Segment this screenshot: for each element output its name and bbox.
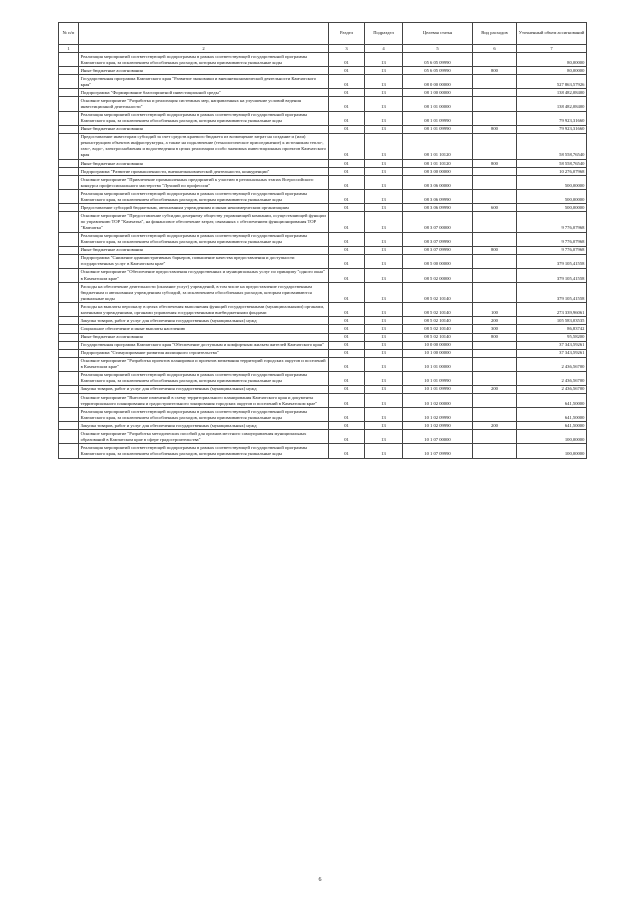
column-number: 2 [79,45,329,53]
row-section-cell: 01 [329,325,365,333]
row-target-article-cell: 08 3 07 09990 [403,232,473,246]
row-name-cell: Социальное обеспечение и иные выплаты населению [79,325,329,333]
row-name-cell: Реализация мероприятий соответствующей подпрограммы в рамках соответствующей государственной программы Камчатского края, за исключением обособленных расходов, которым присваиваются уникальные коды [79,53,329,67]
row-expense-type-cell [473,133,517,159]
row-section-cell: 01 [329,168,365,176]
row-target-article-cell: 10 1 07 00000 [403,430,473,444]
table-row [59,444,587,458]
row-number-cell [59,444,79,458]
row-name-cell: Основное мероприятие "Привлечение промышленных предприятий к участию в региональных этапах Всероссийского конкурса профессионального мастерства "Лучший по профессии" [79,176,329,190]
row-target-article-cell: 08 5 02 10140 [403,283,473,303]
row-amount-cell: 79 923,31660 [517,125,587,133]
table-row [59,204,587,212]
table-row [59,317,587,325]
row-number-cell [59,111,79,125]
row-name-cell: Подпрограмма "Снижение административных барьеров, повышение качества предоставления и доступности государственных услуг в Камчатском крае" [79,254,329,268]
table-row [59,333,587,341]
row-number-cell [59,333,79,341]
row-subsection-cell: 13 [365,232,403,246]
table-row [59,349,587,357]
table-row [59,125,587,133]
row-number-cell [59,232,79,246]
row-number-cell [59,283,79,303]
row-number-cell [59,371,79,385]
row-expense-type-cell [473,190,517,204]
row-expense-type-cell [473,53,517,67]
row-target-article-cell: 08 1 01 00000 [403,97,473,111]
table-row [59,385,587,393]
row-expense-type-cell [473,430,517,444]
header-subsection: Подраздел [365,23,403,45]
row-expense-type-cell: 800 [473,333,517,341]
row-expense-type-cell: 800 [473,67,517,75]
column-number: 6 [473,45,517,53]
row-expense-type-cell [473,349,517,357]
row-target-article-cell: 08 5 02 10140 [403,325,473,333]
row-subsection-cell: 13 [365,176,403,190]
row-amount-cell: 379 105,41558 [517,254,587,268]
table-row [59,190,587,204]
row-name-cell: Иные бюджетные ассигнования [79,160,329,168]
row-amount-cell: 9 776,07968 [517,246,587,254]
row-expense-type-cell: 200 [473,385,517,393]
budget-allocation-table [58,22,587,459]
row-amount-cell: 100,00000 [517,430,587,444]
row-number-cell [59,168,79,176]
row-target-article-cell: 08 3 07 09990 [403,246,473,254]
row-number-cell [59,160,79,168]
row-subsection-cell: 13 [365,111,403,125]
row-amount-cell: 138 482,08400 [517,89,587,97]
row-amount-cell: 79 923,31660 [517,111,587,125]
table-row [59,394,587,408]
row-section-cell: 01 [329,125,365,133]
table-row [59,283,587,303]
row-name-cell: Реализация мероприятий соответствующей подпрограммы в рамках соответствующей государственной программы Камчатского края, за исключением обособленных расходов, которым присваиваются уникальные коды [79,371,329,385]
column-number: 3 [329,45,365,53]
row-number-cell [59,53,79,67]
row-subsection-cell: 13 [365,303,403,317]
row-target-article-cell: 08 3 06 09990 [403,190,473,204]
row-expense-type-cell [473,283,517,303]
row-subsection-cell: 13 [365,325,403,333]
row-amount-cell: 10 276,07968 [517,168,587,176]
row-section-cell: 01 [329,303,365,317]
row-target-article-cell: 08 0 00 00000 [403,75,473,89]
row-name-cell: Иные бюджетные ассигнования [79,333,329,341]
row-section-cell: 01 [329,430,365,444]
row-section-cell: 01 [329,212,365,232]
row-section-cell: 01 [329,333,365,341]
header-amount: Уточненный объем ассигнований [517,23,587,45]
row-target-article-cell: 08 5 02 10140 [403,317,473,325]
row-number-cell [59,357,79,371]
row-section-cell: 01 [329,254,365,268]
row-target-article-cell: 08 1 01 10120 [403,160,473,168]
row-amount-cell: 2 436,56700 [517,357,587,371]
row-expense-type-cell [473,371,517,385]
row-subsection-cell: 13 [365,212,403,232]
row-subsection-cell: 13 [365,133,403,159]
table-row [59,357,587,371]
row-amount-cell: 100,00000 [517,444,587,458]
row-amount-cell: 641,50000 [517,408,587,422]
row-subsection-cell: 13 [365,254,403,268]
row-section-cell: 01 [329,341,365,349]
row-expense-type-cell [473,97,517,111]
row-amount-cell: 379 105,41558 [517,268,587,282]
row-subsection-cell: 13 [365,357,403,371]
row-subsection-cell: 13 [365,341,403,349]
row-target-article-cell: 08 5 02 10140 [403,303,473,317]
row-subsection-cell: 13 [365,168,403,176]
table-row [59,89,587,97]
row-number-cell [59,408,79,422]
row-target-article-cell: 08 1 01 09990 [403,111,473,125]
row-section-cell: 01 [329,89,365,97]
row-subsection-cell: 13 [365,53,403,67]
row-subsection-cell: 13 [365,349,403,357]
header-number: № п/п [59,23,79,45]
row-name-cell: Закупка товаров, работ и услуг для обеспечения государственных (муниципальных) нужд [79,385,329,393]
row-number-cell [59,125,79,133]
row-subsection-cell: 13 [365,394,403,408]
row-name-cell: Подпрограмма "Стимулирование развития жилищного строительства" [79,349,329,357]
row-section-cell: 01 [329,190,365,204]
header-name [79,23,329,45]
row-expense-type-cell: 300 [473,325,517,333]
column-number-row [59,45,587,53]
row-expense-type-cell [473,357,517,371]
row-target-article-cell: 08 3 07 00000 [403,212,473,232]
row-name-cell: Подпрограмма "Формирование благоприятной инвестиционной среды" [79,89,329,97]
row-expense-type-cell: 100 [473,303,517,317]
column-number: 7 [517,45,587,53]
column-number: 4 [365,45,403,53]
row-number-cell [59,303,79,317]
table-row [59,67,587,75]
header-target-article: Целевая статья [403,23,473,45]
row-subsection-cell: 13 [365,317,403,325]
row-amount-cell: 641,50000 [517,422,587,430]
row-subsection-cell: 13 [365,204,403,212]
row-subsection-cell: 13 [365,75,403,89]
table-row [59,160,587,168]
row-name-cell: Иные бюджетные ассигнования [79,67,329,75]
row-name-cell: Основное мероприятие "Разработка и реализация системных мер, направленных на улучшение условий ведения инвестиционной деятельности" [79,97,329,111]
table-row [59,430,587,444]
row-name-cell: Основное мероприятие "Разработка проектов планировки и проектов межевания территорий городских округов и поселений в Камчатском крае" [79,357,329,371]
row-amount-cell: 9 776,07968 [517,212,587,232]
row-name-cell: Закупка товаров, работ и услуг для обеспечения государственных (муниципальных) нужд [79,422,329,430]
row-number-cell [59,254,79,268]
row-target-article-cell: 08 5 02 00000 [403,268,473,282]
table-row [59,212,587,232]
row-number-cell [59,190,79,204]
row-section-cell: 01 [329,349,365,357]
row-target-article-cell: 08 1 01 09990 [403,125,473,133]
row-number-cell [59,133,79,159]
row-section-cell: 01 [329,385,365,393]
row-expense-type-cell: 600 [473,204,517,212]
row-expense-type-cell [473,444,517,458]
table-row [59,371,587,385]
row-number-cell [59,394,79,408]
row-subsection-cell: 13 [365,385,403,393]
row-name-cell: Расходы на обеспечение деятельности (оказание услуг) учреждений, в том числе на предоставление государственным бюджетным и автономным учреждениям субсидий, за исключением обособленных расходов, которым присваиваются уникальные коды [79,283,329,303]
row-section-cell: 01 [329,268,365,282]
row-name-cell: Основное мероприятие "Обеспечение предоставления государственных и муниципальных услуг по принципу "одного окна" в Камчатском крае" [79,268,329,282]
row-name-cell: Реализация мероприятий соответствующей подпрограммы в рамках соответствующей государственной программы Камчатского края, за исключением обособленных расходов, которым присваиваются уникальные коды [79,408,329,422]
table-row [59,53,587,67]
row-amount-cell: 2 436,56700 [517,371,587,385]
row-number-cell [59,176,79,190]
column-number: 1 [59,45,79,53]
row-subsection-cell: 13 [365,333,403,341]
table-row [59,97,587,111]
row-section-cell: 01 [329,176,365,190]
row-target-article-cell: 10 1 02 09990 [403,408,473,422]
row-target-article-cell: 10 1 07 09990 [403,444,473,458]
table-row [59,75,587,89]
row-name-cell: Расходы на выплаты персоналу в целях обеспечения выполнения функций государственными (муниципальными) органами, казенными учреждениями, органами управления государственными внебюджетными фондами [79,303,329,317]
table-row [59,325,587,333]
row-number-cell [59,97,79,111]
row-name-cell: Иные бюджетные ассигнования [79,246,329,254]
row-target-article-cell: 08 5 02 10140 [403,333,473,341]
row-amount-cell: 37 343,59261 [517,341,587,349]
row-name-cell: Реализация мероприятий соответствующей подпрограммы в рамках соответствующей государственной программы Камчатского края, за исключением обособленных расходов, которым присваиваются уникальные коды [79,444,329,458]
row-section-cell: 01 [329,75,365,89]
row-amount-cell: 641,50000 [517,394,587,408]
row-section-cell: 01 [329,246,365,254]
row-section-cell: 01 [329,357,365,371]
table-row [59,133,587,159]
row-target-article-cell: 08 1 00 00000 [403,89,473,97]
table-row [59,254,587,268]
header-row [59,23,587,45]
row-subsection-cell: 13 [365,444,403,458]
table-row [59,303,587,317]
row-target-article-cell: 08 3 00 00000 [403,168,473,176]
row-section-cell: 01 [329,317,365,325]
row-section-cell: 01 [329,422,365,430]
row-target-article-cell: 10 1 01 00000 [403,357,473,371]
row-target-article-cell: 05 6 05 09990 [403,53,473,67]
row-section-cell: 01 [329,204,365,212]
row-name-cell: Предоставление инвесторам субсидий за счет средств краевого бюджета из возмещение затрат на создание и (или) реконструкцию объектов инфраструктуры, а также на подключение (технологическое присоединение) к источникам тепло-, газо-, водо-, электроснабжения и водоотведения в целях реализации особо значимых инвестиционных проектов Камчатского края [79,133,329,159]
row-number-cell [59,67,79,75]
row-target-article-cell: 10 1 02 09990 [403,422,473,430]
row-subsection-cell: 13 [365,125,403,133]
row-number-cell [59,422,79,430]
row-subsection-cell: 13 [365,408,403,422]
column-number: 5 [403,45,473,53]
row-subsection-cell: 13 [365,430,403,444]
row-section-cell: 01 [329,67,365,75]
row-amount-cell: 9 776,07968 [517,232,587,246]
row-expense-type-cell: 800 [473,125,517,133]
row-target-article-cell: 08 5 00 00000 [403,254,473,268]
row-expense-type-cell [473,168,517,176]
row-name-cell: Основное мероприятие "Предоставление субсидии дочернему обществу управляющей компании, осуществляющей функции по управлению ТОР "Камчатка", на финансовое обеспечение затрат, связанных с обеспечением функционирования ТОР "Камчатка" [79,212,329,232]
table-row [59,111,587,125]
row-amount-cell: 80,00000 [517,67,587,75]
row-name-cell: Государственная программа Камчатского края "Обеспечение доступным и комфортным жильем жителей Камчатского края" [79,341,329,349]
row-subsection-cell: 13 [365,283,403,303]
row-expense-type-cell [473,111,517,125]
row-expense-type-cell [473,89,517,97]
table-body [59,53,587,459]
row-section-cell: 01 [329,160,365,168]
row-name-cell: Государственная программа Камчатского края "Развитие экономики и внешнеэкономической деятельности Камчатского края" [79,75,329,89]
row-target-article-cell: 10 0 00 00000 [403,341,473,349]
row-section-cell: 01 [329,371,365,385]
row-section-cell: 01 [329,283,365,303]
row-number-cell [59,89,79,97]
row-amount-cell: 105 583,03535 [517,317,587,325]
row-subsection-cell: 13 [365,97,403,111]
row-name-cell: Предоставление субсидий бюджетным, автономным учреждениям и иным некоммерческим организациям [79,204,329,212]
row-amount-cell: 500,00000 [517,204,587,212]
row-section-cell: 01 [329,111,365,125]
row-number-cell [59,430,79,444]
row-section-cell: 01 [329,408,365,422]
table-row [59,408,587,422]
row-amount-cell: 37 343,59261 [517,349,587,357]
row-expense-type-cell: 200 [473,422,517,430]
row-number-cell [59,325,79,333]
row-subsection-cell: 13 [365,268,403,282]
row-expense-type-cell [473,341,517,349]
row-expense-type-cell [473,408,517,422]
table-row [59,232,587,246]
row-name-cell: Подпрограмма "Развитие промышленности, внешнеэкономической деятельности, конкуренции" [79,168,329,176]
row-target-article-cell: 10 1 02 00000 [403,394,473,408]
row-subsection-cell: 13 [365,422,403,430]
row-number-cell [59,212,79,232]
row-number-cell [59,317,79,325]
row-amount-cell: 95,58200 [517,333,587,341]
row-name-cell: Реализация мероприятий соответствующей подпрограммы в рамках соответствующей государственной программы Камчатского края, за исключением обособленных расходов, которым присваиваются уникальные коды [79,190,329,204]
page-number: 6 [318,877,322,883]
header-expense-type: Вид расходов [473,23,517,45]
row-number-cell [59,246,79,254]
row-number-cell [59,268,79,282]
row-expense-type-cell: 800 [473,246,517,254]
row-target-article-cell: 05 6 05 09990 [403,67,473,75]
row-section-cell: 01 [329,53,365,67]
table-row [59,168,587,176]
row-amount-cell: 527 863,57926 [517,75,587,89]
row-expense-type-cell [473,254,517,268]
row-number-cell [59,385,79,393]
row-section-cell: 01 [329,133,365,159]
table-row [59,422,587,430]
row-expense-type-cell: 800 [473,160,517,168]
row-subsection-cell: 13 [365,67,403,75]
table-row [59,341,587,349]
row-target-article-cell: 10 1 00 00000 [403,349,473,357]
row-number-cell [59,349,79,357]
row-amount-cell: 58 558,76540 [517,160,587,168]
row-name-cell: Иные бюджетные ассигнования [79,125,329,133]
table-row [59,268,587,282]
row-expense-type-cell: 200 [473,317,517,325]
header-section: Раздел [329,23,365,45]
row-section-cell: 01 [329,444,365,458]
row-target-article-cell: 10 1 01 09990 [403,371,473,385]
row-subsection-cell: 13 [365,371,403,385]
row-number-cell [59,204,79,212]
row-expense-type-cell [473,232,517,246]
row-amount-cell: 80,00000 [517,53,587,67]
row-amount-cell: 379 105,41558 [517,283,587,303]
row-number-cell [59,75,79,89]
row-subsection-cell: 13 [365,246,403,254]
table-row [59,246,587,254]
row-amount-cell: 500,00000 [517,176,587,190]
row-target-article-cell: 08 1 01 10120 [403,133,473,159]
row-name-cell: Основное мероприятие "Разработка методических пособий для органов местного самоуправления муниципальных образований в Камчатском крае в сфере градостроительства" [79,430,329,444]
row-section-cell: 01 [329,394,365,408]
row-section-cell: 01 [329,97,365,111]
table-row [59,176,587,190]
row-expense-type-cell [473,394,517,408]
row-subsection-cell: 13 [365,190,403,204]
row-name-cell: Реализация мероприятий соответствующей подпрограммы в рамках соответствующей государственной программы Камчатского края, за исключением обособленных расходов, которым присваиваются уникальные коды [79,232,329,246]
row-section-cell: 01 [329,232,365,246]
row-expense-type-cell [473,268,517,282]
row-target-article-cell: 10 1 01 09990 [403,385,473,393]
row-subsection-cell: 13 [365,160,403,168]
row-amount-cell: 58 558,76540 [517,133,587,159]
row-amount-cell: 500,00000 [517,190,587,204]
row-amount-cell: 2 436,56700 [517,385,587,393]
row-name-cell: Реализация мероприятий соответствующей подпрограммы в рамках соответствующей государственной программы Камчатского края, за исключением обособленных расходов, которым присваиваются уникальные коды [79,111,329,125]
row-amount-cell: 138 482,08400 [517,97,587,111]
row-expense-type-cell [473,212,517,232]
row-amount-cell: 273 339,96061 [517,303,587,317]
row-target-article-cell: 08 3 06 00000 [403,176,473,190]
row-amount-cell: 86,83742 [517,325,587,333]
row-target-article-cell: 08 3 06 09990 [403,204,473,212]
row-expense-type-cell [473,176,517,190]
row-name-cell: Закупка товаров, работ и услуг для обеспечения государственных (муниципальных) нужд [79,317,329,325]
row-expense-type-cell [473,75,517,89]
row-subsection-cell: 13 [365,89,403,97]
row-name-cell: Основное мероприятие "Внесение изменений в схему территориального планирования Камчатского края и документы территориального планирования и градостроительного зонирования городских округов и поселений в Камчатском крае" [79,394,329,408]
row-number-cell [59,341,79,349]
